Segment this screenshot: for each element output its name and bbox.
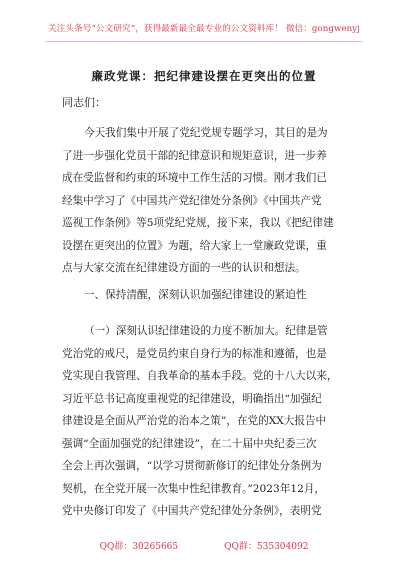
text-line: 党实现自我管理、自我革命的基本手段。党的十八大以来， [62, 370, 338, 382]
salutation: 同志们： [62, 96, 106, 109]
document-title: 廉政党课：把纪律建设摆在更突出的位置 [91, 69, 317, 83]
text-line: 党中央修订印发了《中国共产党纪律处分条例》，表明党 [62, 505, 322, 517]
text-line: 律建设是全面从严治党的治本之策”，在党的XX大报告中 [62, 415, 327, 427]
section-heading [62, 284, 354, 307]
paragraph-section-1 [62, 320, 354, 523]
footer-contact [0, 539, 408, 552]
text-line: 设摆在更突出的位置》为题，给大家上一堂廉政党课，重 [62, 239, 327, 252]
promo-header: 关注头条号“公文研究”，获得最新最全最专业的公文资料库！ 微信：gongwenyj [47, 24, 361, 34]
text-line: 今天我们集中开展了党纪党规专题学习，其目的是为 [84, 127, 328, 139]
text-line: 点与大家交流在纪律建设方面的一些的认识和想法。 [62, 262, 306, 274]
paragraph-intro [62, 122, 354, 280]
text-line: 党治党的戒尺，是党员约束自身行为的标准和遵循，也是 [62, 347, 327, 360]
qq-group-1: QQ群：30265665 [99, 542, 179, 552]
text-line: 契机，在全党开展一次集中性纪律教育。”2023年12月， [62, 482, 326, 495]
text-line: （一）深刻认识纪律建设的力度不断加大。纪律是管 [84, 325, 328, 337]
text-line: 了进一步强化党员干部的纪律意识和规矩意识，进一步养 [62, 149, 327, 162]
header-divider [46, 41, 362, 42]
text-line: 成在受监督和约束的环境中工作生活的习惯。刚才我们已 [62, 172, 327, 184]
text-line: 巡视工作条例》等5项党纪党规，接下来，我以《把纪律建 [62, 217, 334, 229]
qq-group-2: QQ群：535304092 [224, 542, 309, 552]
text-line: 习近平总书记高度重视党的纪律建设，明确指出“加强纪 [62, 392, 322, 405]
text-line: 强调“全面加强党的纪律建设”，在二十届中央纪委三次 [62, 437, 317, 450]
text-line: 全会上再次强调，“以学习贯彻新修订的纪律处分条例为 [62, 460, 322, 472]
text-line: 经集中学习了《中国共产党纪律处分条例》《中国共产党 [62, 194, 322, 207]
text-line: 一、保持清醒，深刻认识加强纪律建设的紧迫性 [84, 289, 307, 301]
